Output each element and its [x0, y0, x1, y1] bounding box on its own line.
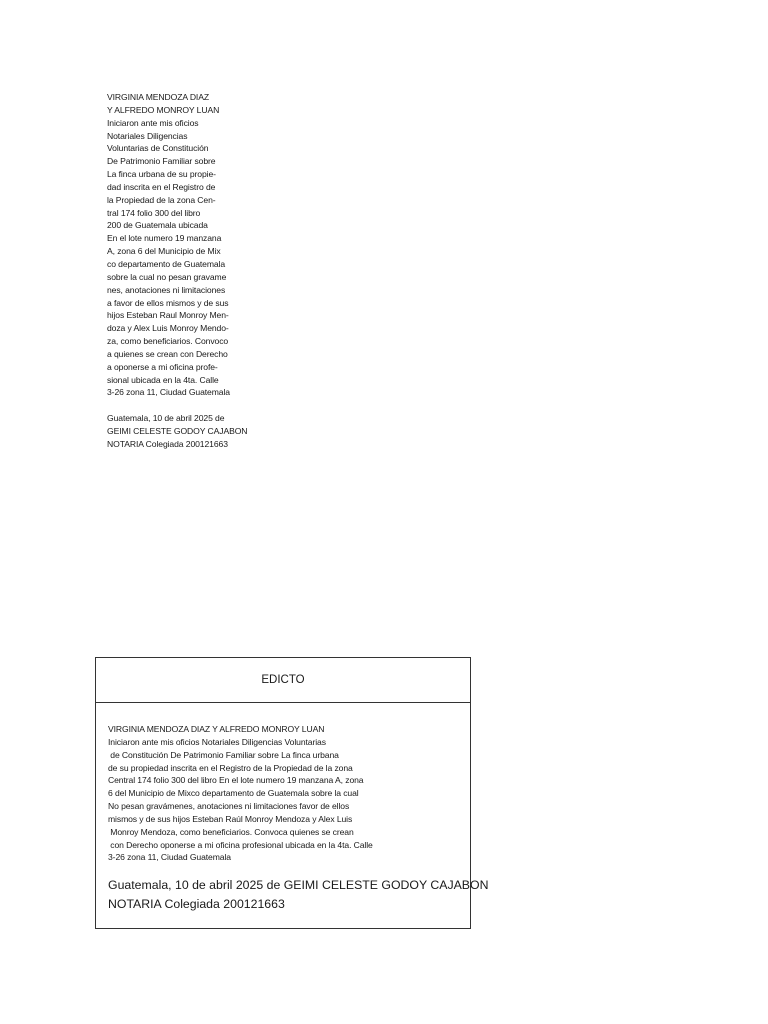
edicto-body-line: 6 del Municipio de Mixco departamento de Guatemala sobre la cual — [108, 788, 359, 799]
edicto-body-line: de Constitución De Patrimonio Familiar sobre La finca urbana — [108, 749, 339, 760]
notice-line: La finca urbana de su propie- — [107, 169, 216, 180]
notice-line: la Propiedad de la zona Cen- — [107, 194, 216, 205]
notice-line: a oponerse a mi oficina profe- — [107, 361, 218, 372]
edicto-title-cell — [96, 658, 470, 703]
edicto-signature — [108, 876, 488, 914]
notice-line: En el lote numero 19 manzana — [107, 233, 222, 244]
notice-line: a favor de ellos mismos y de sus — [107, 297, 229, 308]
edicto-body-line: 3-26 zona 11, Ciudad Guatemala — [108, 852, 231, 863]
column-notice — [107, 91, 267, 451]
edicto-body-line: VIRGINIA MENDOZA DIAZ Y ALFREDO MONROY LUAN — [108, 724, 325, 734]
edicto-body-line: con Derecho oponerse a mi oficina profesional ubicada en la 4ta. Calle — [108, 839, 373, 850]
notice-line: Y ALFREDO MONROY LUAN — [107, 104, 220, 115]
notice-line: Notariales Diligencias — [107, 130, 188, 141]
edicto-box — [95, 657, 489, 929]
notice-line: sional ubicada en la 4ta. Calle — [107, 374, 219, 385]
edicto-signature-line: Guatemala, 10 de abril 2025 de GEIMI CELESTE GODOY CAJABON — [108, 878, 489, 892]
notice-line: 3-26 zona 11, Ciudad Guatemala — [107, 387, 230, 398]
notice-line: De Patrimonio Familiar sobre — [107, 156, 216, 167]
edicto-body-line: No pesan gravámenes, anotaciones ni limitaciones favor de ellos — [108, 801, 350, 812]
edicto-body-line: Monroy Mendoza, como beneficiarios. Convoca quienes se crean — [108, 826, 354, 837]
edicto-body — [108, 723, 373, 864]
notice-signature-line: NOTARIA Colegiada 200121663 — [107, 438, 228, 449]
notice-line: tral 174 folio 300 del libro — [107, 207, 201, 218]
notice-line: VIRGINIA MENDOZA DIAZ — [107, 92, 209, 102]
edicto-body-line: mismos y de sus hijos Esteban Raúl Monroy Mendoza y Alex Luis — [108, 813, 353, 824]
notice-line: A, zona 6 del Municipio de Mix — [107, 246, 221, 257]
notice-line: dad inscrita en el Registro de — [107, 181, 216, 192]
edicto-body-line: de su propiedad inscrita en el Registro de la Propiedad de la zona — [108, 762, 353, 773]
edicto-body-line: Iniciaron ante mis oficios Notariales Diligencias Voluntarias — [108, 736, 326, 747]
notice-line: doza y Alex Luis Monroy Mendo- — [107, 323, 229, 334]
paragraph-gap — [107, 399, 267, 412]
notice-signature-line: GEIMI CELESTE GODOY CAJABON — [107, 425, 248, 436]
edicto-signature-line: NOTARIA Colegiada 200121663 — [108, 897, 285, 911]
edicto-title: EDICTO — [261, 674, 305, 686]
notice-line: sobre la cual no pesan gravame — [107, 271, 227, 282]
notice-line: co departamento de Guatemala — [107, 258, 226, 269]
notice-line: Iniciaron ante mis oficios — [107, 117, 199, 128]
notice-line: Voluntarias de Constitución — [107, 143, 209, 154]
notice-signature-line: Guatemala, 10 de abril 2025 de — [107, 413, 225, 424]
notice-line: a quienes se crean con Derecho — [107, 348, 228, 359]
notice-line: hijos Esteban Raul Monroy Men- — [107, 310, 229, 321]
notice-line: za, como beneficiarios. Convoco — [107, 336, 229, 347]
notice-line: nes, anotaciones ni limitaciones — [107, 284, 226, 295]
notice-line: 200 de Guatemala ubicada — [107, 220, 208, 231]
edicto-body-line: Central 174 folio 300 del libro En el lote numero 19 manzana A, zona — [108, 775, 364, 786]
